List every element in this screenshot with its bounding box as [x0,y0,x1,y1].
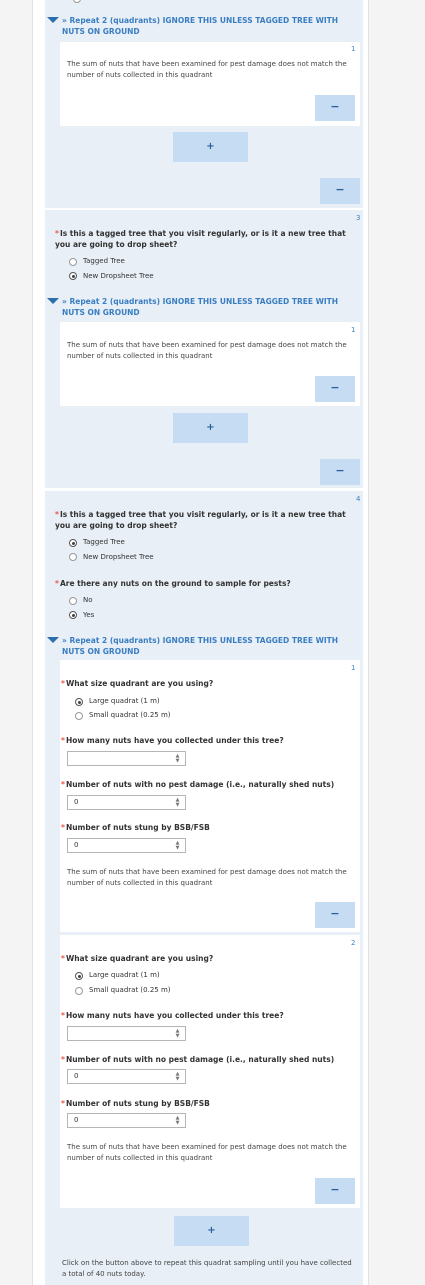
remove-quadrant-button[interactable]: − [315,376,355,402]
option-label: Tagged Tree [83,538,125,546]
spinner-icon[interactable]: ▲ ▼ [175,1115,180,1126]
option-label: New Dropsheet Tree [83,272,154,280]
spinner-icon[interactable]: ▲ ▼ [175,1071,180,1082]
tree-type-question: *Is this a tagged tree that you visit regularly, or is it a new tree that you are going to drop sheet? [55,229,346,249]
validation-message: The sum of nuts that have been examined for pest damage does not match the number of nuts collected in this quadrant [67,1143,347,1162]
repeat-index: 1 [351,45,356,53]
validation-message: The sum of nuts that have been examined for pest damage does not match the number of nuts collected in this quadrant [67,60,347,79]
radio-new-dropsheet-tree[interactable] [69,553,77,561]
add-quadrant-button[interactable]: + [173,132,248,162]
option-label: Yes [83,611,95,619]
option-label: No [83,596,93,604]
validation-message: The sum of nuts that have been examined for pest damage does not match the number of nuts collected in this quadrant [67,341,347,360]
repeat-index: 1 [351,664,356,672]
radio-small-quadrat[interactable] [75,712,83,720]
nuts-no-damage-question: *Number of nuts with no pest damage (i.e., naturally shed nuts) [61,1055,335,1064]
tree-type-question: *Is this a tagged tree that you visit regularly, or is it a new tree that you are going to drop sheet? [55,510,346,530]
radio-tagged-tree[interactable] [69,258,77,266]
radio-yes[interactable] [69,611,77,619]
radio-no[interactable] [69,597,77,605]
nuts-collected-input[interactable] [67,1026,186,1041]
option-label: Tagged Tree [83,257,125,265]
remove-quadrant-button[interactable]: − [315,95,355,121]
option-label: Small quadrat (0.25 m) [89,986,171,994]
quadrant-size-question: *What size quadrant are you using? [61,679,214,688]
nuts-stung-question: *Number of nuts stung by BSB/FSB [61,823,210,832]
repeat-title: » Repeat 2 (quadrants) IGNORE THIS UNLESS TAGGED TREE WITH NUTS ON GROUND [62,297,339,317]
nuts-stung-question: *Number of nuts stung by BSB/FSB [61,1099,210,1108]
spinner-icon[interactable]: ▲ ▼ [175,840,180,851]
spinner-icon[interactable]: ▲ ▼ [175,1028,180,1039]
option-label: Small quadrat (0.25 m) [89,711,171,719]
collapse-toggle-icon[interactable] [47,17,59,23]
remove-group-button[interactable]: − [320,459,360,485]
radio-large-quadrat[interactable] [75,698,83,706]
repeat-index: 1 [351,326,356,334]
form-page [32,0,369,1285]
repeat-title: » Repeat 2 (quadrants) IGNORE THIS UNLESS TAGGED TREE WITH NUTS ON GROUND [62,16,339,36]
nuts-collected-input[interactable] [67,751,186,766]
nuts-no-damage-input[interactable]: 0 ▲ ▼ [67,1069,186,1084]
nuts-on-ground-question: *Are there any nuts on the ground to sample for pests? [55,579,291,588]
remove-quadrant-button[interactable]: − [315,902,355,928]
group-index: 4 [356,495,361,503]
validation-message: The sum of nuts that have been examined for pest damage does not match the number of nuts collected in this quadrant [67,868,347,887]
nuts-collected-question: *How many nuts have you collected under this tree? [61,736,284,745]
radio-tagged-tree[interactable] [69,539,77,547]
collapse-toggle-icon[interactable] [47,298,59,304]
repeat-hint: Click on the button above to repeat this quadrat sampling until you have collected a total of 40 nuts today. [62,1259,352,1278]
add-quadrant-button[interactable]: + [173,413,248,443]
repeat-index: 2 [351,939,356,947]
option-label: New Dropsheet Tree [83,553,154,561]
option-label: Large quadrat (1 m) [89,697,160,705]
nuts-stung-input[interactable]: 0 ▲ ▼ [67,1113,186,1128]
spinner-icon[interactable]: ▲ ▼ [175,753,180,764]
group-index: 3 [356,214,361,222]
radio-new-dropsheet-tree[interactable] [69,272,77,280]
option-label: Large quadrat (1 m) [89,971,160,979]
nuts-no-damage-question: *Number of nuts with no pest damage (i.e., naturally shed nuts) [61,780,335,789]
radio-large-quadrat[interactable] [75,972,83,980]
radio-partial[interactable] [73,0,81,3]
repeat-title: » Repeat 2 (quadrants) IGNORE THIS UNLESS TAGGED TREE WITH NUTS ON GROUND [62,636,339,656]
remove-group-button[interactable]: − [320,178,360,204]
add-quadrant-button[interactable]: + [174,1216,249,1246]
remove-quadrant-button[interactable]: − [315,1178,355,1204]
quadrant-size-question: *What size quadrant are you using? [61,954,214,963]
nuts-collected-question: *How many nuts have you collected under this tree? [61,1011,284,1020]
collapse-toggle-icon[interactable] [47,637,59,643]
spinner-icon[interactable]: ▲ ▼ [175,797,180,808]
nuts-no-damage-input[interactable]: 0 ▲ ▼ [67,795,186,810]
nuts-stung-input[interactable]: 0 ▲ ▼ [67,838,186,853]
radio-small-quadrat[interactable] [75,987,83,995]
